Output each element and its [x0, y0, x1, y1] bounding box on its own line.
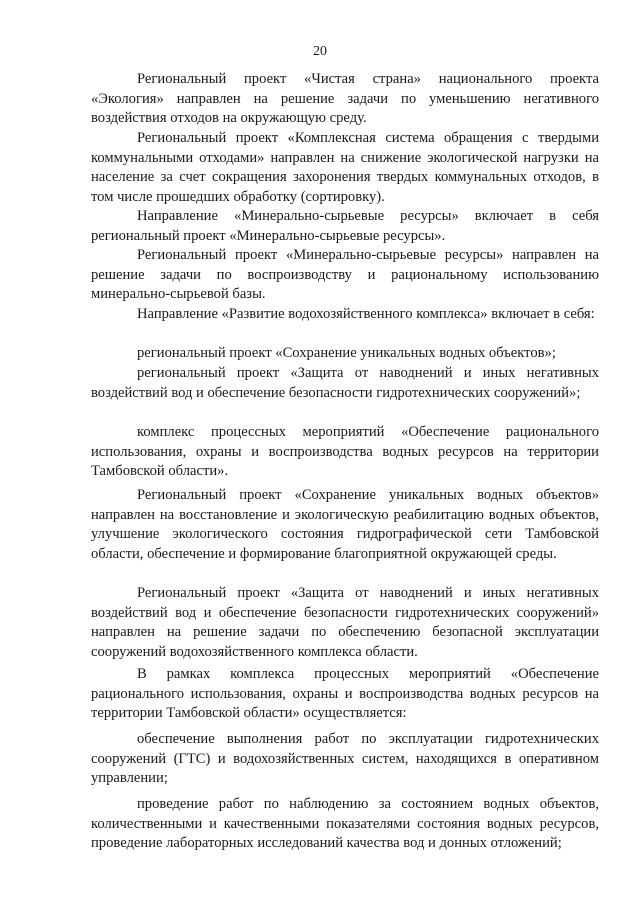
paragraph-8: комплекс процессных мероприятий «Обеспечение рационального использования, охраны и воспроизводства водных ресурсов на территории Тамбовской области».: [91, 424, 599, 480]
paragraph-4: Региональный проект «Минерально-сырьевые ресурсы» направлен на решение задачи по воспроизводству и рациональному использованию минерально-сырьевой базы.: [91, 247, 599, 303]
paragraph-6: региональный проект «Сохранение уникальных водных объектов»;: [137, 345, 556, 361]
paragraph-7: региональный проект «Защита от наводнений и иных негативных воздействий вод и обеспечение безопасности гидротехнических сооружений»;: [91, 365, 599, 401]
paragraph-2: Региональный проект «Комплексная система обращения с твердыми коммунальными отходами» направлен на снижение экологической нагрузки на население за счет сокращения захоронения твердых коммунальных отходов, в том числе прошедших обработку (сортировку).: [91, 130, 599, 205]
page-number: 20: [313, 44, 327, 59]
paragraph-5: Направление «Развитие водохозяйственного комплекса» включает в себя:: [137, 306, 595, 322]
paragraph-13: проведение работ по наблюдению за состоянием водных объектов, количественными и качественными показателями состояния водных ресурсов, проведение лабораторных исследований качества вод и донных отложений;: [91, 796, 599, 852]
paragraph-12: обеспечение выполнения работ по эксплуатации гидротехнических сооружений (ГТС) и водохозяйственных систем, находящихся в оперативном управлении;: [91, 731, 599, 787]
paragraph-1: Региональный проект «Чистая страна» национального проекта «Экология» направлен на решение задачи по уменьшению негативного воздействия отходов на окружающую среду.: [91, 71, 599, 127]
paragraph-11: В рамках комплекса процессных мероприятий «Обеспечение рационального использования, охраны и воспроизводства водных ресурсов на территории Тамбовской области» осуществляется:: [91, 666, 599, 722]
paragraph-9: Региональный проект «Сохранение уникальных водных объектов» направлен на восстановление и экологическую реабилитацию водных объектов, улучшение экологического состояния гидрографической сети Тамбовской области, обеспечение и формирование благоприятной окружающей среды.: [91, 487, 599, 562]
paragraph-3: Направление «Минерально-сырьевые ресурсы» включает в себя региональный проект «Минерально-сырьевые ресурсы».: [91, 208, 599, 244]
paragraph-10: Региональный проект «Защита от наводнений и иных негативных воздействий вод и обеспечение безопасности гидротехнических сооружений» направлен на решение задачи по обеспечению безопасной эксплуатации сооружений водохозяйственного комплекса области.: [91, 585, 599, 660]
